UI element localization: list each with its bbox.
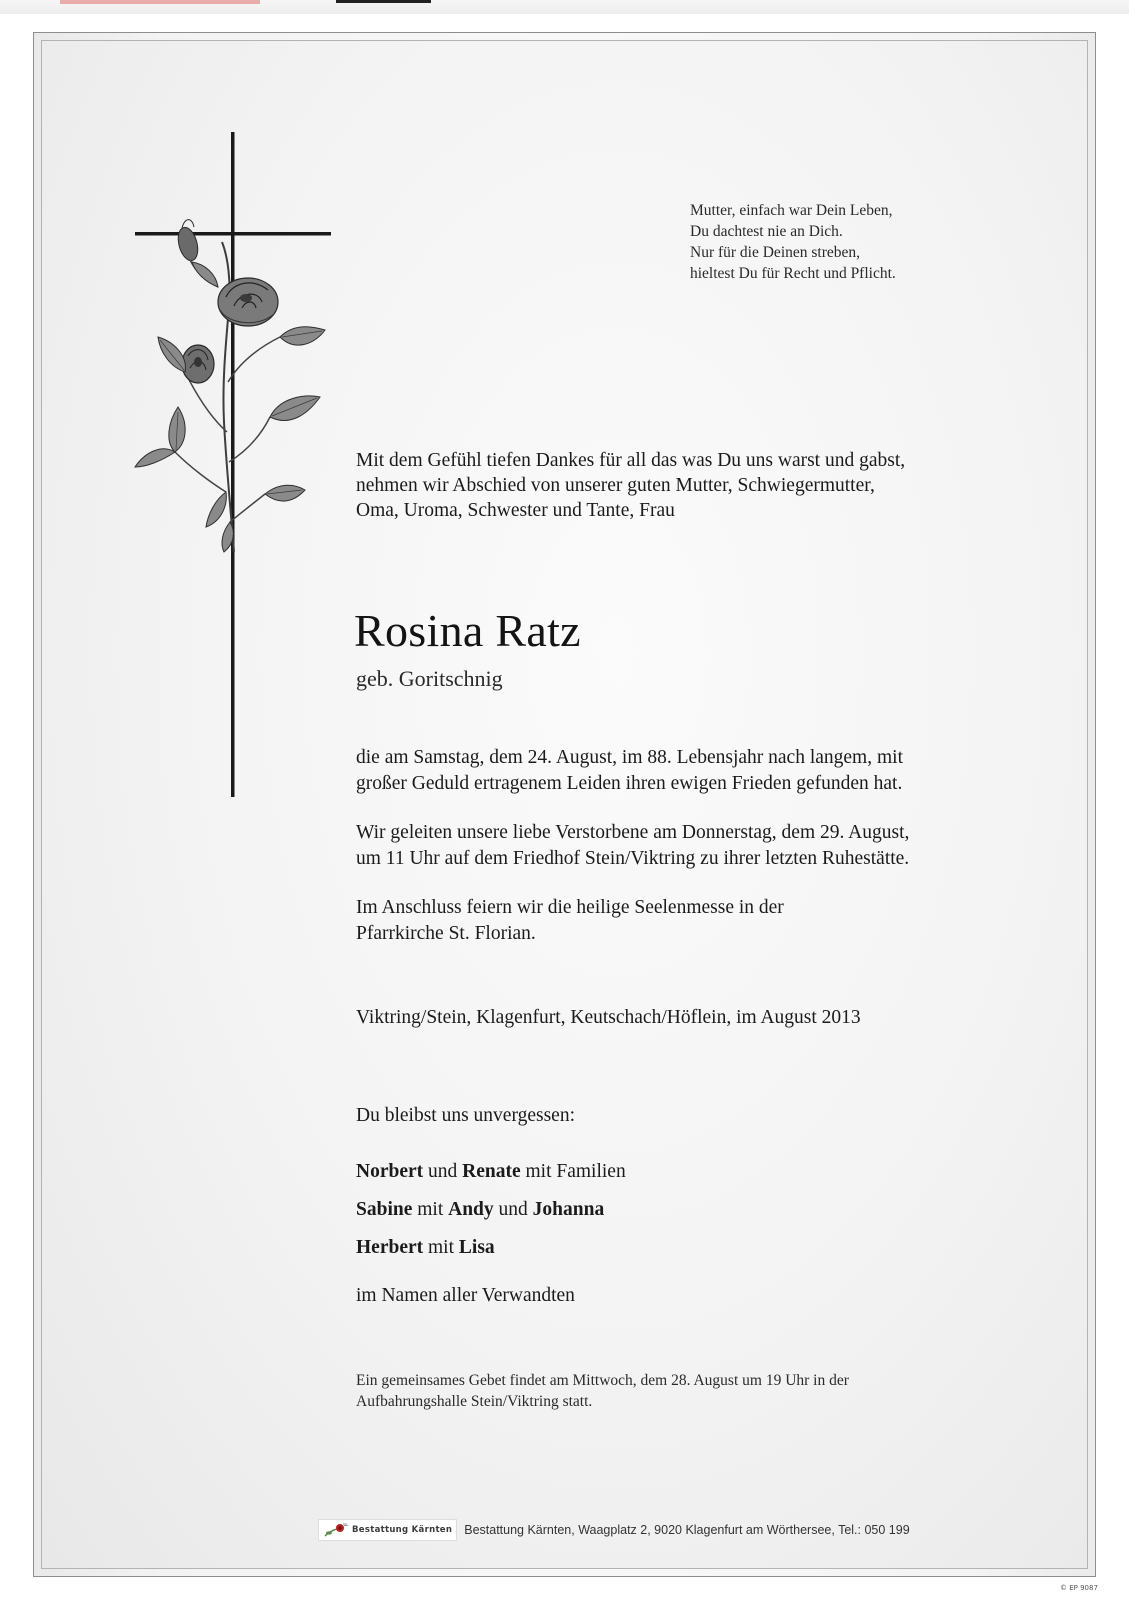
cross-with-rose-icon: [130, 132, 340, 812]
place-and-date: Viktring/Stein, Klagenfurt, Keutschach/Höflein, im August 2013: [356, 1007, 861, 1028]
intro-line: Mit dem Gefühl tiefen Dankes für all das was Du uns warst und gabst,: [356, 450, 906, 471]
mass-paragraph: [356, 895, 1056, 946]
mourner-name: Herbert: [356, 1237, 424, 1258]
poem-line: Mutter, einfach war Dein Leben,: [690, 202, 893, 219]
funeral-paragraph: [356, 820, 1056, 871]
poem-line: Nur für die Deinen streben,: [690, 244, 861, 261]
prayer-line: Aufbahrungshalle Stein/Viktring statt.: [356, 1393, 593, 1410]
intro-text: [356, 448, 1036, 523]
intro-line: Oma, Uroma, Schwester und Tante, Frau: [356, 500, 675, 521]
prayer-line: Ein gemeinsames Gebet findet am Mittwoch, dem 28. August um 19 Uhr in der: [356, 1372, 849, 1389]
mourner-join: und: [493, 1199, 533, 1220]
mourners-heading: Du bleibst uns unvergessen:: [356, 1105, 575, 1126]
mourner-name: Lisa: [458, 1237, 495, 1258]
poem-line: hieltest Du für Recht und Pflicht.: [690, 265, 896, 282]
birth-name: geb. Goritschnig: [356, 666, 503, 691]
reference-code: © EP 9087: [1060, 1584, 1098, 1592]
mourner-join: mit: [423, 1237, 459, 1258]
paragraph-line: Wir geleiten unsere liebe Verstorbene am Donnerstag, dem 29. August,: [356, 822, 910, 843]
deceased-name: Rosina Ratz: [354, 605, 581, 656]
mourner-name: Sabine: [356, 1199, 413, 1220]
rose-logo-icon: [323, 1522, 349, 1538]
mourner-row: [356, 1191, 626, 1229]
prayer-notice: [356, 1370, 996, 1412]
footer: [318, 1519, 910, 1541]
mourner-join: und: [423, 1161, 463, 1182]
paragraph-line: großer Geduld ertragenem Leiden ihren ewigen Frieden gefunden hat.: [356, 772, 903, 794]
mourner-name: Johanna: [532, 1199, 605, 1220]
paragraph-line: die am Samstag, dem 24. August, im 88. Lebensjahr nach langem, mit: [356, 747, 903, 768]
paragraph-line: Pfarrkirche St. Florian.: [356, 922, 536, 944]
logo-text: Bestattung Kärnten: [352, 1525, 453, 1535]
poem-line: Du dachtest nie an Dich.: [690, 223, 843, 240]
footer-address: Bestattung Kärnten, Waagplatz 2, 9020 Klagenfurt am Wörthersee, Tel.: 050 199: [464, 1523, 910, 1537]
intro-line: nehmen wir Abschied von unserer guten Mutter, Schwiegermutter,: [356, 475, 875, 496]
top-red-mark: [60, 0, 260, 4]
mourner-name: Renate: [462, 1161, 521, 1182]
mourner-join: mit: [412, 1199, 449, 1220]
top-dark-mark: [336, 0, 431, 3]
mourner-row: [356, 1153, 626, 1191]
on-behalf-line: im Namen aller Verwandten: [356, 1285, 575, 1306]
mourner-name: Norbert: [356, 1161, 424, 1182]
paragraph-line: Im Anschluss feiern wir die heilige Seelenmesse in der: [356, 897, 784, 918]
paragraph-line: um 11 Uhr auf dem Friedhof Stein/Viktring zu ihrer letzten Ruhestätte.: [356, 847, 910, 869]
mourner-name: Andy: [448, 1199, 494, 1220]
death-notice-paragraph: [356, 745, 1056, 796]
funeral-home-logo: [318, 1519, 457, 1541]
mourner-tail: mit Familien: [520, 1161, 626, 1182]
poem: [690, 200, 1070, 284]
mourner-row: [356, 1229, 626, 1267]
mourners-list: [356, 1153, 626, 1267]
